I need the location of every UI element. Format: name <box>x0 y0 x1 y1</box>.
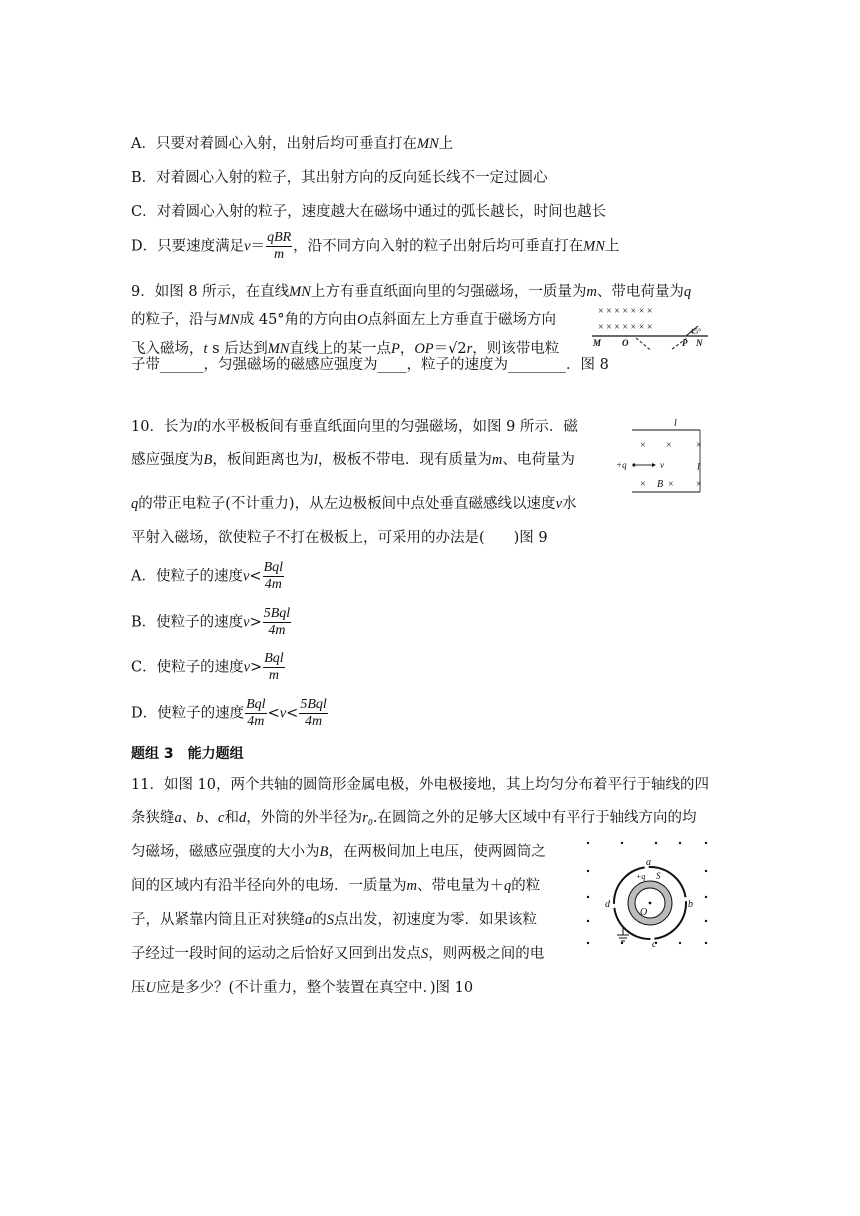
q9-m: m <box>586 284 597 300</box>
q9-text: 、带电荷量为 <box>596 284 684 300</box>
fig8-x-row-1: × × × × × × × <box>598 306 653 317</box>
q11-d: d <box>238 810 247 826</box>
fig10-label-s: S <box>656 871 661 881</box>
q10-l: l <box>192 419 197 435</box>
q11-text: 压 <box>131 980 146 996</box>
q11-text: 和 <box>224 810 239 826</box>
q8-option-d-end: 上 <box>604 238 620 255</box>
q8-option-a <box>131 134 453 154</box>
fig8-label-p: P <box>682 338 688 348</box>
q11-text: 应是多少？(不计重力，整个装置在真空中．)图 10 <box>155 980 474 996</box>
q10-l: l <box>313 452 318 468</box>
q9-text: ＝ <box>433 341 449 357</box>
q10-text: 10．长为 <box>131 419 193 435</box>
fraction-denominator: 4m <box>247 714 265 729</box>
fraction-denominator: 4m <box>264 577 282 592</box>
fig9-b: B <box>657 479 664 490</box>
q11-text: 、带电量为＋ <box>416 878 504 894</box>
q10-q: q <box>131 496 139 512</box>
fraction-denominator: m <box>268 668 279 683</box>
fig10-label-d: d <box>605 899 610 910</box>
q10-option-b <box>131 606 292 639</box>
q9-p: P <box>390 341 400 357</box>
q10-text: 平射入磁场，欲使粒子不打在极板上，可采用的办法是( )图 9 <box>131 530 548 546</box>
q9-r: r <box>466 341 473 357</box>
fig9-x-1: × <box>640 440 646 451</box>
fig9-label-l-side: l <box>697 462 700 473</box>
q8-option-a-text: A．只要对着圆心入射，出射后均可垂直打在 <box>131 136 417 152</box>
q10-text: 、电荷量为 <box>502 452 575 468</box>
q8-option-a-mn: MN <box>416 136 439 152</box>
q10-text: 水 <box>562 496 577 512</box>
q9-blanks: 子带______，匀强磁场的磁感应强度为____，粒子的速度为________．图 8 <box>131 357 609 373</box>
fig9-x-2: × <box>666 440 672 451</box>
fig9-x-6: × <box>696 479 702 490</box>
q10-option-c <box>131 651 286 684</box>
option-label: C．使粒子的速度 <box>131 659 244 676</box>
figure-9 <box>612 416 712 500</box>
q11-line-1 <box>131 775 709 795</box>
fig9-arrow-head <box>652 463 656 467</box>
q11-text: 子，从紧靠内筒且正对狭缝 <box>131 912 305 928</box>
section-title: 题组 3 能力题组 <box>131 746 244 762</box>
q9-text: 飞入磁场， <box>131 341 204 357</box>
fig10-label-q: +q <box>636 872 646 881</box>
q8-option-b <box>131 168 548 188</box>
q10-option-a <box>131 560 285 593</box>
q11-slits: a、b、c <box>174 810 225 826</box>
q11-m: m <box>406 878 417 894</box>
fig8-trajectory-dash-1 <box>636 338 660 350</box>
option-op: < <box>267 705 280 722</box>
q8-option-d-label: D．只要速度满足 <box>131 238 245 255</box>
fig8-angle: 45° <box>690 327 702 336</box>
q11-a: a <box>305 912 313 928</box>
q8-option-c <box>131 202 606 222</box>
q10-line-1 <box>131 417 578 437</box>
q9-mn: MN <box>218 312 240 328</box>
q11-q: q <box>503 878 512 894</box>
fraction-numerator: 5Bql <box>300 697 327 712</box>
fraction-numerator: Bql <box>246 697 266 712</box>
q11-line-5 <box>131 910 537 930</box>
fig9-v: v <box>660 460 664 470</box>
q9-sqrt: √2 <box>448 341 467 357</box>
q9-text: ，则该带电粒 <box>472 341 560 357</box>
q9-text: ， <box>399 341 415 357</box>
q11-text: ，外筒的外半径为 <box>246 810 363 826</box>
q9-o: O <box>357 312 368 328</box>
q10-v: v <box>555 496 562 512</box>
fig10-label-c: c <box>652 939 657 950</box>
fig10-label-o: O <box>640 907 648 918</box>
q10-line-2 <box>131 450 575 470</box>
q9-text: 9．如图 8 所示，在直线 <box>131 284 290 300</box>
fig8-x-row-2: × × × × × × × <box>598 322 653 333</box>
q11-line-3 <box>131 842 546 862</box>
q11-text: 间的区域内有沿半径向外的电场．一质量为 <box>131 878 407 894</box>
figure-10 <box>580 835 720 950</box>
option-v: v <box>242 568 250 585</box>
q8-option-d-mn: MN <box>583 238 605 255</box>
option-label: D．使粒子的速度 <box>131 705 245 722</box>
q11-b: B <box>319 844 329 860</box>
q11-line-6 <box>131 944 544 964</box>
q11-s: S <box>421 946 429 962</box>
q9-text: 直线上的某一点 <box>289 341 391 357</box>
q10-option-d <box>131 697 329 730</box>
q9-op: OP <box>414 341 434 357</box>
q11-text: 的 <box>312 912 327 928</box>
q8-option-d-eq: ＝ <box>250 238 266 255</box>
q9-text: s 后达到 <box>207 341 268 357</box>
q9-text: 的粒子，沿与 <box>131 312 218 328</box>
option-op: < <box>249 568 262 585</box>
option-op: > <box>249 614 262 631</box>
q10-text: ，板间距离也为 <box>212 452 314 468</box>
fig9-x-5: × <box>668 479 674 490</box>
fig10-label-b: b <box>688 899 693 910</box>
q10-b: B <box>203 452 213 468</box>
option-v: v <box>243 659 251 676</box>
option-label: A．使粒子的速度 <box>131 568 243 585</box>
q8-option-b-text: B．对着圆心入射的粒子，其出射方向的反向延长线不一定过圆心 <box>131 170 548 186</box>
q11-text: 匀磁场，磁感应强度的大小为 <box>131 844 320 860</box>
fraction-numerator: qBR <box>267 230 292 245</box>
q9-line-2 <box>131 310 556 330</box>
q11-line-4 <box>131 876 540 896</box>
option-op: > <box>250 659 263 676</box>
fig10-center <box>649 902 652 905</box>
q11-r0: r₀ <box>362 810 373 826</box>
q8-option-d-v: v <box>244 238 251 255</box>
q8-option-d-fraction <box>266 230 292 263</box>
option-fraction <box>263 560 284 593</box>
option-v: v <box>279 705 287 722</box>
q11-line-7 <box>131 978 473 998</box>
q11-text: 11．如图 10，两个共轴的圆筒形金属电极，外电极接地，其上均匀分布着平行于轴线的四 <box>131 777 710 793</box>
q11-s: S <box>326 912 334 928</box>
q11-text: 条狭缝 <box>131 810 175 826</box>
q11-text: ，在两极间加上电压，使两圆筒之 <box>328 844 546 860</box>
option-op: < <box>286 705 299 722</box>
option-fraction <box>263 651 284 684</box>
ground-icon <box>617 927 629 941</box>
q9-mn: MN <box>289 284 311 300</box>
q8-option-d <box>131 230 619 263</box>
q11-text: 点出发，初速度为零．如果该粒 <box>334 912 537 928</box>
q10-text: 的水平极板间有垂直纸面向里的匀强磁场，如图 9 所示．磁 <box>196 419 578 435</box>
q9-text: 点斜面左上方垂直于磁场方向 <box>367 312 557 328</box>
fraction-denominator: 4m <box>268 623 286 638</box>
option-fraction <box>263 606 291 639</box>
option-fraction <box>245 697 266 730</box>
q9-text: 成 45°角的方向由 <box>239 312 358 328</box>
q10-text: 感应强度为 <box>131 452 204 468</box>
fig9-particle <box>632 463 635 466</box>
fig9-x-4: × <box>640 479 646 490</box>
figure-8 <box>590 300 720 350</box>
q8-option-c-text: C．对着圆心入射的粒子，速度越大在磁场中通过的弧长越长，时间也越长 <box>131 204 607 220</box>
q8-option-d-mid: ，沿不同方向入射的粒子出射后均可垂直打在 <box>293 238 584 255</box>
q9-t: t <box>203 341 208 357</box>
fig9-x-3: × <box>696 440 702 451</box>
q11-text: 的粒 <box>511 878 541 894</box>
q11-text: ，则两极之间的电 <box>428 946 545 962</box>
q10-m: m <box>491 452 503 468</box>
fraction-denominator: 4m <box>304 714 323 729</box>
q9-line-1 <box>131 282 691 302</box>
q11-u: U <box>145 980 156 996</box>
fig9-label-l-top: l <box>674 418 677 429</box>
q9-mn: MN <box>267 341 290 357</box>
q9-text: 上方有垂直纸面向里的匀强磁场，一质量为 <box>310 284 587 300</box>
option-label: B．使粒子的速度 <box>131 614 244 631</box>
q10-text: ，极板不带电．现有质量为 <box>317 452 492 468</box>
q10-line-4 <box>131 528 548 548</box>
fig8-label-n: N <box>696 338 703 348</box>
fig8-label-m: M <box>593 338 602 348</box>
fig10-label-a: a <box>646 857 651 868</box>
option-v: v <box>243 614 250 631</box>
q11-line-2 <box>131 808 696 828</box>
fraction-denominator: m <box>274 247 285 262</box>
q10-text: 的带正电粒子(不计重力)，从左边极板间中点处垂直磁感线以速度 <box>138 496 556 512</box>
fraction-numerator: Bql <box>263 560 284 575</box>
q9-line-4 <box>131 355 609 375</box>
fig9-charge: +q <box>616 460 627 470</box>
q9-q: q <box>683 284 692 300</box>
fraction-numerator: Bql <box>264 651 284 666</box>
fig8-label-o: O <box>622 338 629 348</box>
fraction-numerator: 5Bql <box>263 606 291 621</box>
option-fraction <box>299 697 327 730</box>
q8-option-a-end: 上 <box>438 136 454 152</box>
q10-line-3 <box>131 494 577 514</box>
q11-text: .在圆筒之外的足够大区域中有平行于轴线方向的均 <box>372 810 697 826</box>
q11-text: 子经过一段时间的运动之后恰好又回到出发点 <box>131 946 421 962</box>
